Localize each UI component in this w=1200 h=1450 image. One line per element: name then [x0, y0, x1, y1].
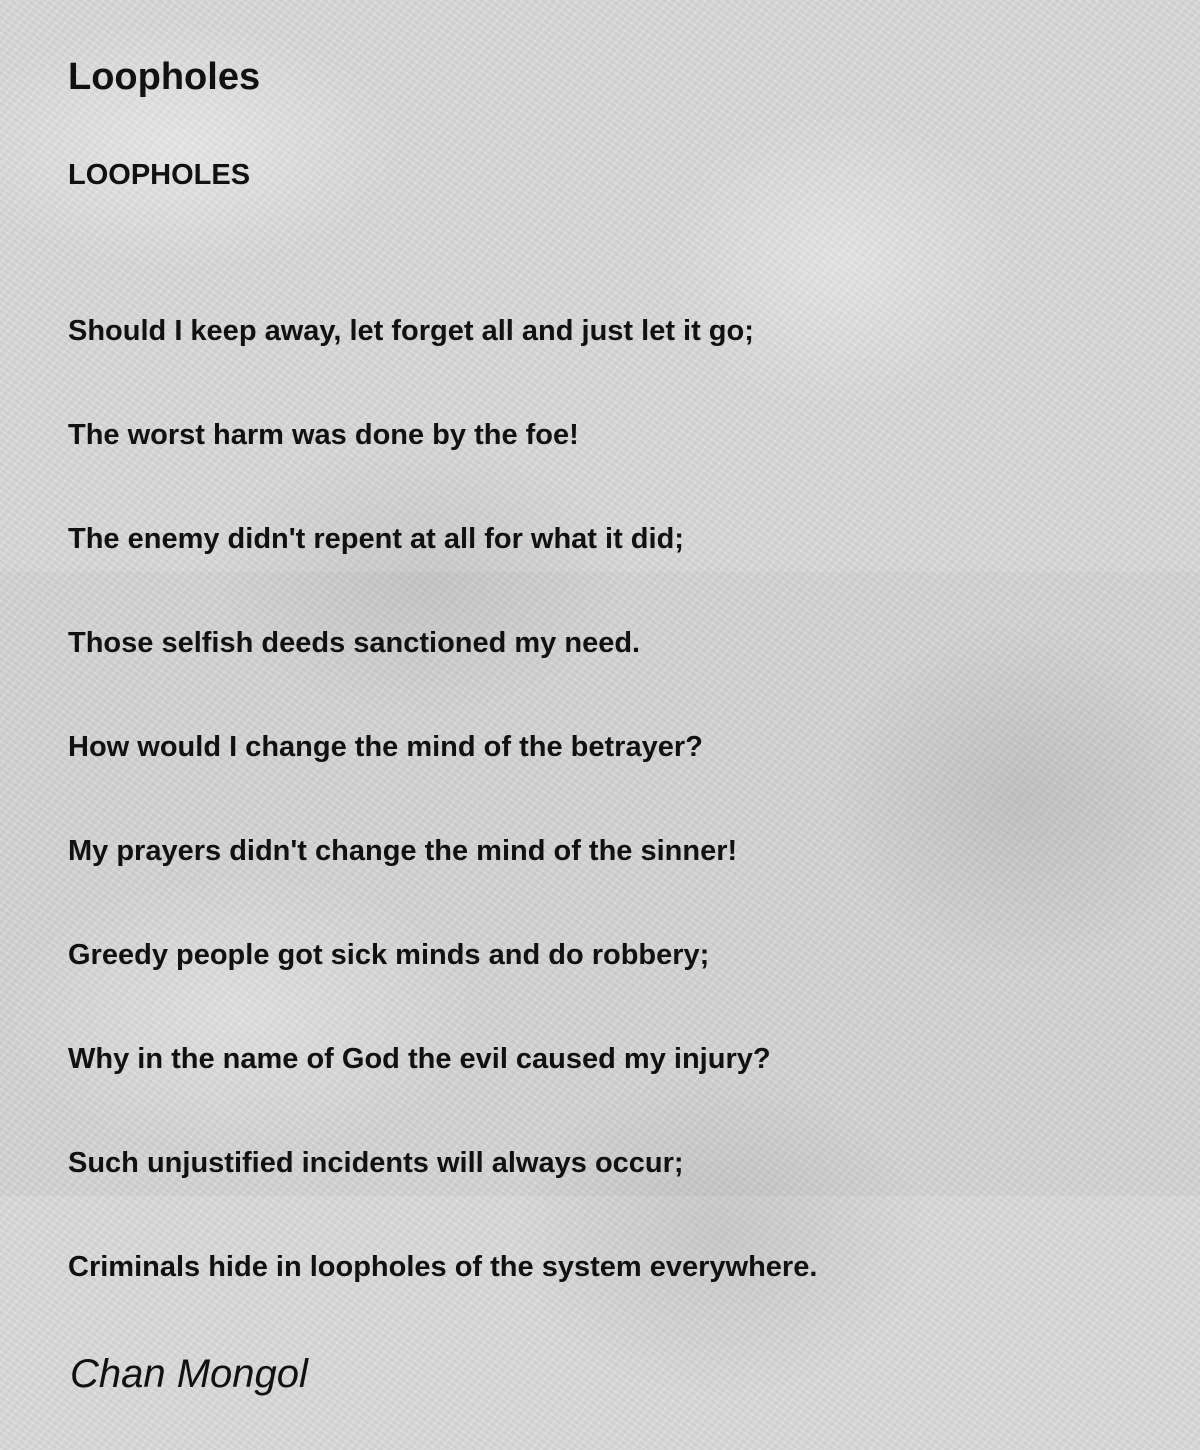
- poem-lines: [68, 315, 817, 1355]
- poem-line: Should I keep away, let forget all and just let it go;: [68, 315, 754, 347]
- poem-line: The enemy didn't repent at all for what it did;: [68, 523, 684, 555]
- poem-line: Greedy people got sick minds and do robbery;: [68, 939, 710, 971]
- poem-line: Why in the name of God the evil caused my injury?: [68, 1043, 771, 1075]
- poem-line: Criminals hide in loopholes of the system everywhere.: [68, 1251, 818, 1283]
- poem-line: The worst harm was done by the foe!: [68, 419, 579, 451]
- poem-line: How would I change the mind of the betrayer?: [68, 731, 703, 763]
- poem-line: Such unjustified incidents will always occur;: [68, 1147, 684, 1179]
- poem-heading: LOOPHOLES: [68, 159, 251, 191]
- poem-title: Loopholes: [68, 56, 261, 98]
- poem-author: Chan Mongol: [70, 1352, 308, 1396]
- poem-line: Those selfish deeds sanctioned my need.: [68, 627, 641, 659]
- poem-line: My prayers didn't change the mind of the sinner!: [68, 835, 738, 867]
